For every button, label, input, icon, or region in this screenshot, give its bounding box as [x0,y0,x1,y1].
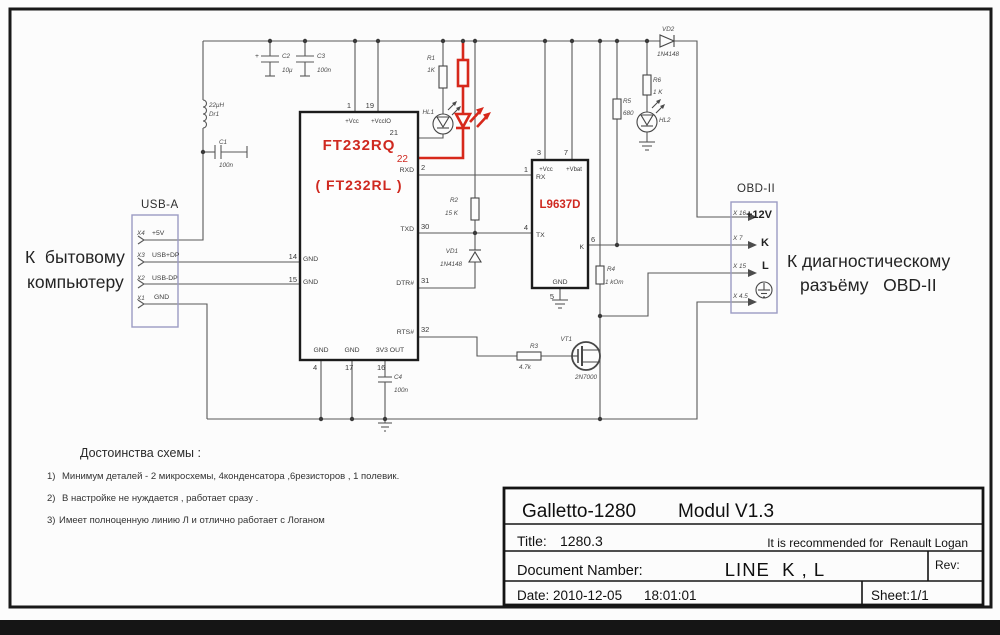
obd-pin-x16-name: +12V [746,209,772,221]
ft232-pin21-num: 21 [389,128,398,137]
r1-value-label: 1K [427,67,435,74]
obd-pin-x45-id: X 4.5 [733,293,748,300]
left-caption-line2: компьютеру [27,272,124,292]
resistor-r6 [643,75,651,95]
r4-value-label: 1 kOm [605,279,624,286]
inductor-dr1-coil [203,100,207,128]
ft232-pin15-num: 15 [288,275,297,284]
l9637-rx-label: RX [536,174,546,181]
ft232-pin19-label: +VccIO [371,119,391,125]
ft232-dtr-label: DTR# [396,280,414,287]
l9637-k-label: K [579,244,584,251]
ft232-pin31-num: 31 [421,276,430,285]
title-label: Title: [517,533,547,549]
title-value: 1280.3 [560,533,603,549]
c1-value-label: 100n [219,162,234,169]
resistor-r1 [439,66,447,88]
hl2-ref-label: HL2 [659,117,671,124]
ft232-pin15-label: GND [303,279,319,286]
usb-pin-x2-name: USB-DP [152,275,178,282]
ft232-alt-name: ( FT232RL ) [315,177,403,193]
r5-value-label: 680 [623,110,634,117]
l9637-gnd-label: GND [552,279,568,286]
l9637-pin5-num: 5 [549,292,554,301]
date-value: Date: 2010-12-05 [517,588,623,603]
obd-pin-x7-id: X 7 [733,235,743,242]
hl1-ref-label: HL1 [422,109,434,116]
usb-pin-x2-id: X2 [137,275,145,282]
r3-value-label: 4.7k [519,364,531,371]
obd-k-arrow [748,241,757,249]
time-value: 18:01:01 [644,588,697,603]
l9637-pin6-num: 6 [591,235,596,244]
left-caption-line1: К бытовому [25,247,125,267]
usb-pin-x4-id: X4 [137,230,145,237]
l9637-name: L9637D [539,199,581,211]
r2-ref-label: R2 [449,197,458,204]
resistor-r4 [596,266,604,284]
ft232-txd-label: TXD [400,226,414,233]
c2-value-label: 10μ [282,67,293,74]
title-block-product: Galletto-1280 [522,501,637,522]
obd-gnd-arrow [748,298,757,306]
c2-ref-label: C2 [282,53,291,60]
obd-title: OBD-II [737,183,776,195]
ft232-pin16-label: 3V3 OUT [375,347,405,354]
vt1-ref-label: VT1 [560,336,572,343]
vd2-ref-label: VD2 [662,26,675,33]
ft232-rxd-label: RXD [399,167,414,174]
ft232-pin22-num: 22 [396,154,408,165]
usb-pin-x3-name: USB+DP [152,252,180,259]
right-caption-line1: К диагностическому [787,251,951,271]
l9637-pin4-num: 4 [523,223,528,232]
ft232-pin4-num: 4 [313,363,318,372]
title-block-module: Modul V1.3 [678,501,775,522]
vt1-value-label: 2N7000 [574,374,598,381]
transistor-vt1 [571,342,600,370]
title-block [504,488,983,605]
usb-pin-x3-id: X3 [137,252,145,259]
right-caption-line2: разъёму OBD-II [800,275,937,295]
diode-vd1 [469,250,481,262]
obd-pin-x7-name: K [761,237,769,249]
r6-value-label: 1 K [653,89,663,96]
c3-value-label: 100n [317,67,332,74]
advantages-title: Достоинства схемы : [80,446,201,460]
c1-ref-label: C1 [219,139,228,146]
vd1-ref-label: VD1 [445,248,458,255]
dr1-value-label: 22μH [209,102,225,109]
ft232-rts-label: RTS# [396,329,414,336]
obd-earth-icon [756,282,772,298]
rev-label: Rev: [935,558,960,572]
obd-pin-x15-id: X 15 [733,263,746,270]
bottom-black-bar [0,620,1000,635]
led-hl2 [637,99,665,132]
ft232-pin14-label: GND [303,256,319,263]
ft232-pin2-num: 2 [421,163,426,172]
ft232-name: FT232RQ [322,137,396,154]
resistor-r5 [613,99,621,119]
ft232-pin17-num: 17 [345,363,354,372]
ft232-pin16-num: 16 [377,363,386,372]
c4-ref-label: C4 [394,374,403,381]
obd-pin-x16-id: X 16 [733,210,746,217]
ft232-pin14-num: 14 [288,252,297,261]
advantage-2-text: В настройке не нуждается , работает сразу . [62,493,259,504]
l9637-pin7-num: 7 [563,148,568,157]
c2-plus-label: + [255,53,259,60]
advantage-3-text: Имеет полноценную линию Л и отлично работает с Логаном [59,515,325,526]
wire-network [138,41,750,431]
r1-ref-label: R1 [426,55,435,62]
vd2-value-label: 1N4148 [656,51,680,58]
advantage-1-num: 1) [47,471,56,482]
l9637-pin1-num: 1 [523,165,528,174]
l9637-pin3-label: +Vcc [539,167,553,173]
resistor-r2 [471,198,479,220]
ft232-pin17-label: GND [344,347,360,354]
ft232-pin19-num: 19 [365,101,374,110]
obd-pin-x15-name: L [762,260,769,272]
diode-vd2 [660,35,674,47]
r3-ref-label: R3 [530,343,539,350]
advantage-2-num: 2) [47,493,56,504]
r2-value-label: 15 K [445,210,458,217]
usb-title: USB-A [141,199,179,211]
vd1-value-label: 1N4148 [439,261,462,268]
r4-ref-label: R4 [607,266,616,273]
ft232-pin4-label: GND [313,347,329,354]
l9637-pin7-label: +Vbat [566,167,582,173]
advantage-3-num: 3) [47,515,56,526]
document-number-label: Document Namber: [517,563,643,579]
usb-pin-x1-id: X1 [137,295,145,302]
ft232-pin30-num: 30 [421,222,430,231]
ft232-pin1-label: +Vcc [345,119,359,125]
r6-ref-label: R6 [653,77,662,84]
resistor-r3 [517,352,541,360]
document-number-value: LINE K , L [724,559,826,580]
obd-l-arrow [748,269,757,277]
recommendation-text: It is recommended for Renault Logan [767,536,968,550]
c3-ref-label: C3 [317,53,326,60]
advantage-1-text: Минимум деталей - 2 микросхемы, 4конденсатора ,6резисторов , 1 полевик. [62,471,400,482]
usb-pin-x1-name: GND [154,294,170,301]
c4-value-label: 100n [394,387,409,394]
ft232-pin32-num: 32 [421,325,430,334]
sheet-value: Sheet:1/1 [871,588,929,603]
r5-ref-label: R5 [623,98,632,105]
ft232-pin1-num: 1 [346,101,351,110]
usb-pin-x4-name: +5V [152,230,165,237]
dr1-ref-label: Dr1 [209,111,220,118]
l9637-pin3-num: 3 [536,148,541,157]
l9637-tx-label: TX [536,232,545,239]
